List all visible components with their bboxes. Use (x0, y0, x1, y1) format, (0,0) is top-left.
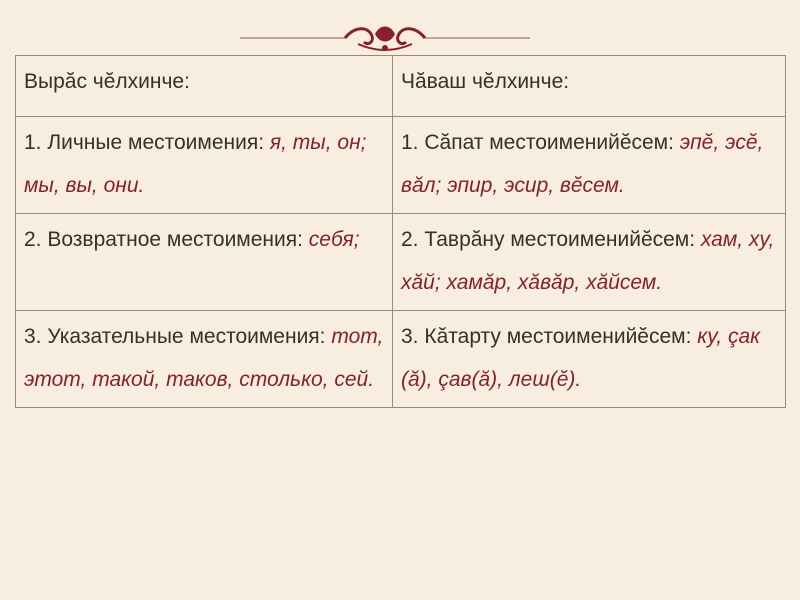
cell-text: 1. Личные местоимения: (24, 131, 270, 154)
cell-russian (16, 214, 393, 311)
cell-examples: эпĕ, эсĕ, вăл; эпир, эсир, вĕсем. (401, 131, 764, 197)
cell-examples: я, ты, он; мы, вы, они. (24, 131, 367, 197)
cell-text: 2. Возвратное местоимения: (24, 228, 309, 251)
cell-examples: ку, çак (ă), çав(ă), леш(ĕ). (401, 325, 761, 391)
table-row (16, 117, 786, 214)
table-row (16, 311, 786, 408)
cell-russian (16, 117, 393, 214)
header-russian: Вырăс чĕлхинче: (16, 56, 393, 117)
cell-examples: тот, этот, такой, таков, столько, сей. (24, 325, 384, 391)
cell-text: 3. Указательные местоимения: (24, 325, 332, 348)
cell-russian (16, 311, 393, 408)
cell-examples: хам, ху, хăй; хамăр, хăвăр, хăйсем. (401, 228, 775, 294)
cell-text: 1. Сăпат местоименийĕсем: (401, 131, 680, 154)
cell-text: 3. Кăтарту местоименийĕсем: (401, 325, 698, 348)
cell-chuvash (393, 311, 786, 408)
cell-chuvash (393, 117, 786, 214)
table-header-row (16, 56, 786, 117)
decorative-ornament (240, 16, 530, 56)
table-row (16, 214, 786, 311)
cell-examples: себя; (308, 228, 360, 251)
cell-chuvash (393, 214, 786, 311)
cell-text: 2. Таврăну местоименийĕсем: (401, 228, 701, 251)
header-chuvash: Чăваш чĕлхинче: (393, 56, 786, 117)
pronoun-comparison-table (15, 55, 786, 408)
